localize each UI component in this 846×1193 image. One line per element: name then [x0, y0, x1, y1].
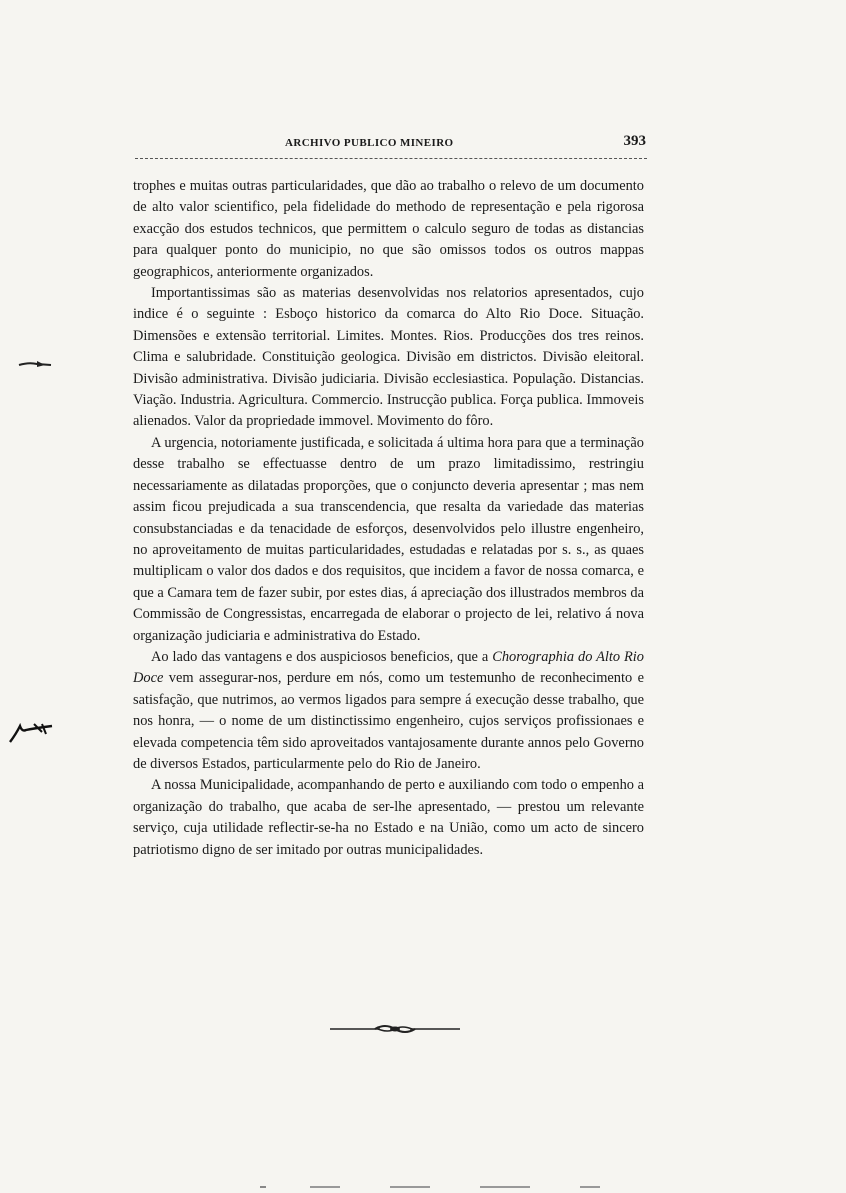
- paragraph-4-end: vem assegurar-nos, perdure em nós, como um testemunho de reconhecimento e satisfação, que nutrimos, ao vermos ligados para sempre á execução desse trabalho, que nos honra, — o nome de um distinctissimo engenheiro, cujos serviços profissionaes e elevada competencia têm sido aproveitados vantajosamente durante annos pelo Governo de diversos Estados, particularmente pelo do Rio de Janeiro.: [133, 670, 644, 772]
- paragraph-4-start: Ao lado das vantagens e dos auspiciosos beneficios, que a: [151, 648, 493, 665]
- margin-pencil-mark: [17, 356, 53, 370]
- chorographia-title: Chorographia do Alto Rio Doce: [133, 648, 644, 687]
- margin-pencil-mark-2: [6, 718, 56, 746]
- paragraph-4: [133, 647, 644, 775]
- page-number: 393: [623, 133, 646, 149]
- paragraph-2: Importantissimas são as materias desenvolvidas nos relatorios apresentados, cujo indice é o seguinte : Esboço historico da comarca do Alto Rio Doce. Situação. Dimensões e extensão territorial. Limites. Montes. Rios. Producções dos tres reinos. Clima e salubridade. Constituição geologica. Divisão em districtos. Divisão eleitoral. Divisão administrativa. Divisão judiciaria. Divisão ecclesiastica. População. Distancias. Viação. Industria. Agricultura. Commercio. Instrucção publica. Força publica. Immoveis alienados. Valor da propriedade immovel. Movimento do fôro.: [133, 285, 644, 430]
- paragraph-3: A urgencia, notoriamente justificada, e solicitada á ultima hora para que a terminação desse trabalho se effectuasse dentro de um prazo limitadissimo, restringiu necessariamente as dilatadas proporções, que o conjuncto deveria apresentar ; mas nem assim ficou prejudicada a sua transcendencia, que resalta da variedade das materias consubstanciadas e da tenacidade de esforços, desenvolvidos pelo illustre engenheiro, no aproveitamento de muitas particularidades, estudadas e relatadas por s. s., as quaes multiplicam o valor dos dados e dos requisitos, que incidem a favor de nossa comarca, e que a Camara tem de fazer subir, por estes dias, á apreciação dos illustrados membros da Commissão de Congressistas, encarregada de elaborar o projecto de lei, relativo á nova organização judiciaria e administrativa do Estado.: [133, 434, 644, 644]
- paragraph-5: A nossa Municipalidade, acompanhando de perto e auxiliando com todo o empenho a organização do trabalho, que acaba de ser-lhe apresentado, — prestou um relevante serviço, cuja utilidade reflectir-se-ha no Estado e na União, como um acto de sincero patriotismo digno de ser imitado por outras municipalidades.: [133, 777, 644, 858]
- running-title: ARCHIVO PUBLICO MINEIRO: [285, 137, 454, 149]
- paragraph-1: trophes e muitas outras particularidades, que dão ao trabalho o relevo de um documento de alto valor scientifico, pela fidelidade do methodo de representação e pela rigorosa exacção dos estudos technicos, que permittem o calculo seguro de todas as distancias para qualquer ponto do municipio, no que são omissos todos os outros mappas geographicos, anteriormente organizados.: [133, 178, 644, 280]
- page-header: [133, 133, 646, 157]
- header-rule: [135, 158, 647, 159]
- ornament-divider: [330, 1021, 460, 1037]
- bottom-edge-specks: [250, 1184, 650, 1190]
- body-text: [133, 176, 644, 861]
